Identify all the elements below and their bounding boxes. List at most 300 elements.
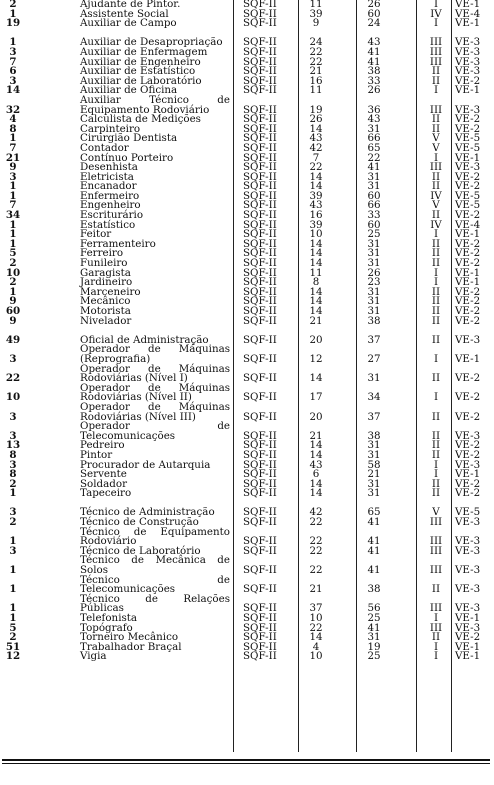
reference-start-cell: 9 bbox=[312, 17, 320, 30]
level-cell: VE-3 bbox=[455, 621, 481, 634]
group-cell: III bbox=[429, 602, 443, 615]
position-name-cell: Marceneiro bbox=[80, 285, 141, 298]
position-name-cell: Vigia bbox=[80, 650, 107, 663]
reference-end-cell: 22 bbox=[367, 151, 381, 164]
reference-start-cell: 4 bbox=[312, 640, 320, 653]
reference-start-cell: 39 bbox=[309, 218, 323, 231]
quantity-cell: 6 bbox=[9, 65, 17, 78]
level-cell: VE-3 bbox=[455, 36, 481, 49]
group-cell: II bbox=[431, 65, 441, 78]
position-name-cell: Pedreiro bbox=[80, 439, 125, 452]
quantity-cell: 34 bbox=[5, 209, 21, 222]
group-cell: I bbox=[433, 352, 439, 365]
table-code-cell: SQF-II bbox=[243, 564, 277, 577]
reference-end-cell: 38 bbox=[367, 583, 381, 596]
position-name-cell: Escriturário bbox=[80, 209, 144, 222]
table-code-cell: SQF-II bbox=[243, 161, 277, 174]
table-code-cell: SQF-II bbox=[243, 276, 277, 289]
group-cell: I bbox=[433, 650, 439, 663]
position-name-cell: Encanador bbox=[80, 180, 137, 193]
group-cell: II bbox=[431, 583, 441, 596]
reference-end-cell: 41 bbox=[367, 161, 381, 174]
position-name-cell: Auxiliar de Desapropriação bbox=[80, 36, 223, 49]
column-divider bbox=[298, 0, 299, 752]
reference-start-cell: 10 bbox=[309, 228, 323, 241]
position-name-cell: Técnico de Construção bbox=[80, 516, 199, 529]
reference-end-cell: 31 bbox=[367, 285, 381, 298]
reference-start-cell: 20 bbox=[309, 410, 323, 423]
table-code-cell: SQF-II bbox=[243, 602, 277, 615]
group-cell: II bbox=[431, 429, 441, 442]
reference-start-cell: 14 bbox=[309, 285, 323, 298]
reference-end-cell: 25 bbox=[367, 228, 381, 241]
group-cell: I bbox=[433, 458, 439, 471]
quantity-cell: 32 bbox=[5, 103, 21, 116]
reference-end-cell: 19 bbox=[367, 640, 381, 653]
table-code-cell: SQF-II bbox=[243, 113, 277, 126]
reference-end-cell: 26 bbox=[367, 84, 381, 97]
position-name-cell: Auxiliar Técnico de Equipamento Rodoviário bbox=[80, 93, 230, 116]
level-cell: VE-3 bbox=[455, 535, 481, 548]
quantity-cell: 2 bbox=[9, 516, 17, 529]
table-code-cell: SQF-II bbox=[243, 544, 277, 557]
reference-end-cell: 65 bbox=[367, 141, 381, 154]
position-name-cell: Assistente Social bbox=[80, 7, 169, 20]
quantity-cell: 5 bbox=[9, 621, 17, 634]
table-row bbox=[0, 573, 494, 596]
quantity-cell: 1 bbox=[9, 564, 17, 577]
level-cell: VE-3 bbox=[455, 458, 481, 471]
table-row bbox=[0, 544, 494, 557]
level-cell: VE-2 bbox=[455, 237, 481, 250]
reference-start-cell: 10 bbox=[309, 650, 323, 663]
column-divider bbox=[416, 0, 417, 752]
level-cell: VE-5 bbox=[455, 132, 481, 145]
position-name-cell: Motorista bbox=[80, 305, 131, 317]
reference-start-cell: 22 bbox=[309, 516, 323, 529]
group-cell: II bbox=[431, 285, 441, 298]
table-code-cell: SQF-II bbox=[243, 74, 277, 87]
group-cell: I bbox=[433, 0, 439, 10]
reference-start-cell: 11 bbox=[309, 0, 323, 10]
level-cell: VE-1 bbox=[455, 612, 481, 624]
position-name-cell: Contínuo Porteiro bbox=[80, 151, 174, 164]
reference-start-cell: 14 bbox=[309, 305, 323, 317]
group-cell: II bbox=[431, 209, 441, 222]
reference-start-cell: 22 bbox=[309, 161, 323, 174]
table-code-cell: SQF-II bbox=[243, 17, 277, 30]
quantity-cell: 8 bbox=[9, 448, 17, 461]
group-cell: II bbox=[431, 631, 441, 644]
table-code-cell: SQF-II bbox=[243, 650, 277, 663]
reference-start-cell: 14 bbox=[309, 170, 323, 183]
reference-start-cell: 8 bbox=[312, 276, 320, 289]
reference-start-cell: 39 bbox=[309, 189, 323, 202]
quantity-cell: 2 bbox=[9, 257, 17, 270]
reference-end-cell: 31 bbox=[367, 257, 381, 270]
quantity-cell: 9 bbox=[9, 295, 17, 308]
group-cell: IV bbox=[430, 218, 442, 231]
quantity-cell: 8 bbox=[9, 122, 17, 135]
quantity-cell: 60 bbox=[5, 305, 21, 317]
group-cell: I bbox=[433, 612, 439, 624]
table-row bbox=[0, 326, 494, 345]
quantity-cell: 2 bbox=[9, 631, 17, 644]
quantity-cell: 4 bbox=[9, 113, 17, 126]
quantity-cell: 1 bbox=[9, 602, 17, 615]
reference-end-cell: 31 bbox=[367, 477, 381, 490]
quantity-cell: 3 bbox=[9, 458, 17, 471]
table-code-cell: SQF-II bbox=[243, 410, 277, 423]
position-name-cell: Estatístico bbox=[80, 218, 136, 231]
quantity-cell: 8 bbox=[9, 468, 17, 481]
level-cell: VE-2 bbox=[455, 314, 481, 327]
reference-end-cell: 60 bbox=[367, 189, 381, 202]
reference-end-cell: 41 bbox=[367, 535, 381, 548]
table-code-cell: SQF-II bbox=[243, 333, 277, 346]
group-cell: II bbox=[431, 170, 441, 183]
table-row bbox=[0, 381, 494, 404]
position-name-cell: Operador de Máquinas Rodoviárias (Nível III) bbox=[80, 400, 230, 423]
quantity-cell: 1 bbox=[9, 285, 17, 298]
quantity-cell: 7 bbox=[9, 55, 17, 68]
level-cell: VE-5 bbox=[455, 141, 481, 154]
level-cell: VE-4 bbox=[455, 218, 481, 231]
reference-end-cell: 41 bbox=[367, 55, 381, 68]
table-code-cell: SQF-II bbox=[243, 45, 277, 58]
group-cell: II bbox=[431, 180, 441, 193]
reference-end-cell: 25 bbox=[367, 650, 381, 663]
position-name-cell: Auxiliar de Engenheiro bbox=[80, 55, 201, 68]
quantity-cell: 51 bbox=[5, 640, 21, 653]
position-name-cell: Enfermeiro bbox=[80, 189, 140, 202]
level-cell: VE-3 bbox=[455, 333, 481, 346]
level-cell: VE-1 bbox=[455, 151, 481, 164]
position-name-cell: Funileiro bbox=[80, 257, 128, 270]
table-code-cell: SQF-II bbox=[243, 199, 277, 212]
table-code-cell: SQF-II bbox=[243, 487, 277, 500]
level-cell: VE-2 bbox=[455, 391, 481, 404]
table-code-cell: SQF-II bbox=[243, 151, 277, 164]
quantity-cell: 3 bbox=[9, 45, 17, 58]
reference-start-cell: 22 bbox=[309, 45, 323, 58]
table-code-cell: SQF-II bbox=[243, 180, 277, 193]
bottom-rule bbox=[2, 763, 490, 764]
reference-start-cell: 43 bbox=[309, 199, 323, 212]
table-code-cell: SQF-II bbox=[243, 0, 277, 10]
table-code-cell: SQF-II bbox=[243, 65, 277, 78]
position-name-cell: Mecânico bbox=[80, 295, 131, 308]
table-row bbox=[0, 362, 494, 385]
quantity-cell: 13 bbox=[5, 439, 21, 452]
table-row bbox=[0, 345, 494, 364]
quantity-cell: 10 bbox=[5, 266, 21, 279]
table-row bbox=[0, 652, 494, 662]
reference-start-cell: 19 bbox=[309, 103, 323, 116]
quantity-cell: 7 bbox=[9, 199, 17, 212]
level-cell: VE-1 bbox=[455, 266, 481, 279]
position-name-cell: Técnico de Mecânica de Solos bbox=[80, 554, 230, 577]
reference-end-cell: 43 bbox=[367, 113, 381, 126]
table-code-cell: SQF-II bbox=[243, 7, 277, 20]
group-cell: V bbox=[432, 141, 440, 154]
reference-end-cell: 66 bbox=[367, 132, 381, 145]
reference-start-cell: 11 bbox=[309, 84, 323, 97]
table-code-cell: SQF-II bbox=[243, 132, 277, 145]
position-name-cell: Calculista de Medições bbox=[80, 113, 201, 126]
level-cell: VE-2 bbox=[455, 170, 481, 183]
quantity-cell: 7 bbox=[9, 141, 17, 154]
group-cell: I bbox=[433, 266, 439, 279]
reference-end-cell: 34 bbox=[367, 391, 381, 404]
quantity-cell: 21 bbox=[5, 151, 21, 164]
quantity-cell: 2 bbox=[9, 477, 17, 490]
table-code-cell: SQF-II bbox=[243, 429, 277, 442]
reference-end-cell: 37 bbox=[367, 410, 381, 423]
quantity-cell: 1 bbox=[9, 7, 17, 20]
reference-start-cell: 14 bbox=[309, 372, 323, 385]
group-cell: II bbox=[431, 477, 441, 490]
group-cell: II bbox=[431, 257, 441, 270]
position-name-cell: Auxiliar de Estatístico bbox=[80, 65, 196, 78]
reference-start-cell: 24 bbox=[309, 36, 323, 49]
group-cell: I bbox=[433, 276, 439, 289]
group-cell: II bbox=[431, 448, 441, 461]
level-cell: VE-3 bbox=[455, 516, 481, 529]
table-code-cell: SQF-II bbox=[243, 352, 277, 365]
quantity-cell: 3 bbox=[9, 429, 17, 442]
group-cell: II bbox=[431, 247, 441, 260]
level-cell: VE-1 bbox=[455, 228, 481, 241]
group-cell: I bbox=[433, 468, 439, 481]
level-cell: VE-3 bbox=[455, 564, 481, 577]
reference-start-cell: 14 bbox=[309, 477, 323, 490]
reference-end-cell: 31 bbox=[367, 631, 381, 644]
reference-start-cell: 43 bbox=[309, 132, 323, 145]
reference-end-cell: 38 bbox=[367, 429, 381, 442]
group-cell: I bbox=[433, 17, 439, 30]
reference-start-cell: 39 bbox=[309, 7, 323, 20]
reference-start-cell: 21 bbox=[309, 314, 323, 327]
quantity-cell: 14 bbox=[5, 84, 21, 97]
reference-start-cell: 17 bbox=[309, 391, 323, 404]
reference-end-cell: 31 bbox=[367, 295, 381, 308]
level-cell: VE-2 bbox=[455, 305, 481, 317]
position-name-cell: Engenheiro bbox=[80, 199, 141, 212]
level-cell: VE-2 bbox=[455, 180, 481, 193]
position-name-cell: Telefonista bbox=[80, 612, 138, 624]
reference-end-cell: 31 bbox=[367, 247, 381, 260]
level-cell: VE-2 bbox=[455, 285, 481, 298]
table-code-cell: SQF-II bbox=[243, 535, 277, 548]
table-code-cell: SQF-II bbox=[243, 55, 277, 68]
position-name-cell: Ajudante de Pintor. bbox=[80, 0, 181, 10]
reference-end-cell: 25 bbox=[367, 612, 381, 624]
column-divider bbox=[356, 0, 357, 752]
reference-start-cell: 26 bbox=[309, 113, 323, 126]
reference-start-cell: 22 bbox=[309, 621, 323, 634]
reference-start-cell: 42 bbox=[309, 506, 323, 519]
group-cell: II bbox=[431, 122, 441, 135]
table-code-cell: SQF-II bbox=[243, 247, 277, 260]
table-code-cell: SQF-II bbox=[243, 305, 277, 317]
table-row bbox=[0, 314, 494, 327]
table-code-cell: SQF-II bbox=[243, 209, 277, 222]
reference-end-cell: 36 bbox=[367, 103, 381, 116]
level-cell: VE-2 bbox=[455, 209, 481, 222]
reference-start-cell: 16 bbox=[309, 74, 323, 87]
level-cell: VE-1 bbox=[455, 276, 481, 289]
group-cell: II bbox=[431, 305, 441, 317]
group-cell: III bbox=[429, 621, 443, 634]
quantity-cell: 9 bbox=[9, 314, 17, 327]
group-cell: II bbox=[431, 372, 441, 385]
group-cell: II bbox=[431, 333, 441, 346]
group-cell: II bbox=[431, 439, 441, 452]
table-code-cell: SQF-II bbox=[243, 372, 277, 385]
group-cell: III bbox=[429, 103, 443, 116]
reference-end-cell: 60 bbox=[367, 7, 381, 20]
level-cell: VE-1 bbox=[455, 468, 481, 481]
reference-start-cell: 22 bbox=[309, 535, 323, 548]
reference-start-cell: 14 bbox=[309, 439, 323, 452]
reference-end-cell: 33 bbox=[367, 209, 381, 222]
reference-end-cell: 31 bbox=[367, 170, 381, 183]
reference-start-cell: 14 bbox=[309, 180, 323, 193]
quantity-cell: 49 bbox=[5, 333, 21, 346]
reference-end-cell: 58 bbox=[367, 458, 381, 471]
group-cell: V bbox=[432, 506, 440, 519]
level-cell: VE-2 bbox=[455, 631, 481, 644]
group-cell: III bbox=[429, 516, 443, 529]
position-name-cell: Torneiro Mecânico bbox=[80, 631, 179, 644]
level-cell: VE-2 bbox=[455, 257, 481, 270]
quantity-cell: 3 bbox=[9, 410, 17, 423]
table-code-cell: SQF-II bbox=[243, 631, 277, 644]
reference-start-cell: 12 bbox=[309, 352, 323, 365]
reference-start-cell: 22 bbox=[309, 564, 323, 577]
level-cell: VE-2 bbox=[455, 122, 481, 135]
group-cell: III bbox=[429, 45, 443, 58]
quantity-cell: 1 bbox=[9, 228, 17, 241]
table-code-cell: SQF-II bbox=[243, 285, 277, 298]
quantity-cell: 1 bbox=[9, 36, 17, 49]
level-cell: VE-1 bbox=[455, 0, 481, 10]
table-row bbox=[0, 86, 494, 96]
group-cell: II bbox=[431, 487, 441, 500]
position-name-cell: Ferramenteiro bbox=[80, 237, 156, 250]
reference-start-cell: 14 bbox=[309, 122, 323, 135]
level-cell: VE-2 bbox=[455, 372, 481, 385]
position-name-cell: Pintor bbox=[80, 448, 113, 461]
reference-end-cell: 31 bbox=[367, 448, 381, 461]
table-code-cell: SQF-II bbox=[243, 295, 277, 308]
table-code-cell: SQF-II bbox=[243, 141, 277, 154]
quantity-cell: 2 bbox=[9, 276, 17, 289]
position-name-cell: Nivelador bbox=[80, 314, 132, 327]
level-cell: VE-2 bbox=[455, 410, 481, 423]
table-code-cell: SQF-II bbox=[243, 84, 277, 97]
reference-end-cell: 31 bbox=[367, 487, 381, 500]
level-cell: VE-1 bbox=[455, 640, 481, 653]
position-name-cell: Operador de Máquinas Rodoviárias (Nível I) bbox=[80, 362, 230, 385]
level-cell: VE-3 bbox=[455, 103, 481, 116]
position-name-cell: Eletricista bbox=[80, 170, 134, 183]
column-divider bbox=[451, 0, 452, 752]
table-code-cell: SQF-II bbox=[243, 448, 277, 461]
reference-end-cell: 41 bbox=[367, 564, 381, 577]
level-cell: VE-5 bbox=[455, 506, 481, 519]
level-cell: VE-1 bbox=[455, 17, 481, 30]
position-name-cell: Auxiliar de Oficina bbox=[80, 84, 178, 97]
group-cell: I bbox=[433, 151, 439, 164]
table-code-cell: SQF-II bbox=[243, 506, 277, 519]
table-code-cell: SQF-II bbox=[243, 103, 277, 116]
reference-start-cell: 14 bbox=[309, 237, 323, 250]
table-row bbox=[0, 556, 494, 575]
level-cell: VE-2 bbox=[455, 247, 481, 260]
position-name-cell: Operador de Telecomunicações bbox=[80, 420, 230, 442]
group-cell: III bbox=[429, 161, 443, 174]
reference-end-cell: 43 bbox=[367, 36, 381, 49]
quantity-cell: 3 bbox=[9, 170, 17, 183]
reference-start-cell: 7 bbox=[312, 151, 320, 164]
table-code-cell: SQF-II bbox=[243, 36, 277, 49]
column-divider bbox=[233, 0, 234, 752]
reference-start-cell: 14 bbox=[309, 448, 323, 461]
reference-end-cell: 31 bbox=[367, 122, 381, 135]
level-cell: VE-3 bbox=[455, 161, 481, 174]
quantity-cell: 3 bbox=[9, 506, 17, 519]
reference-end-cell: 31 bbox=[367, 305, 381, 317]
reference-end-cell: 37 bbox=[367, 333, 381, 346]
quantity-cell: 12 bbox=[5, 650, 21, 663]
reference-end-cell: 33 bbox=[367, 74, 381, 87]
table-row bbox=[0, 525, 494, 548]
quantity-cell: 9 bbox=[9, 161, 17, 174]
quantity-cell: 10 bbox=[5, 391, 21, 404]
table-code-cell: SQF-II bbox=[243, 477, 277, 490]
quantity-cell: 2 bbox=[9, 0, 17, 10]
level-cell: VE-1 bbox=[455, 84, 481, 97]
position-name-cell: Contador bbox=[80, 141, 129, 154]
group-cell: IV bbox=[430, 189, 442, 202]
quantity-cell: 1 bbox=[9, 237, 17, 250]
position-name-cell: Técnico de Administração bbox=[80, 506, 215, 519]
group-cell: III bbox=[429, 36, 443, 49]
level-cell: VE-3 bbox=[455, 55, 481, 68]
reference-end-cell: 65 bbox=[367, 506, 381, 519]
position-name-cell: Garagista bbox=[80, 266, 131, 279]
position-name-cell: Técnico de Laboratório bbox=[80, 544, 201, 557]
quantity-cell: 5 bbox=[9, 247, 17, 260]
reference-end-cell: 31 bbox=[367, 372, 381, 385]
level-cell: VE-3 bbox=[455, 544, 481, 557]
table-code-cell: SQF-II bbox=[243, 228, 277, 241]
group-cell: I bbox=[433, 228, 439, 241]
reference-start-cell: 14 bbox=[309, 631, 323, 644]
level-cell: VE-3 bbox=[455, 602, 481, 615]
reference-end-cell: 60 bbox=[367, 218, 381, 231]
reference-end-cell: 31 bbox=[367, 180, 381, 193]
reference-start-cell: 10 bbox=[309, 612, 323, 624]
level-cell: VE-1 bbox=[455, 352, 481, 365]
group-cell: III bbox=[429, 544, 443, 557]
position-name-cell: Carpinteiro bbox=[80, 122, 141, 135]
reference-end-cell: 31 bbox=[367, 237, 381, 250]
position-name-cell: Auxiliar de Enfermagem bbox=[80, 45, 208, 58]
group-cell: II bbox=[431, 295, 441, 308]
